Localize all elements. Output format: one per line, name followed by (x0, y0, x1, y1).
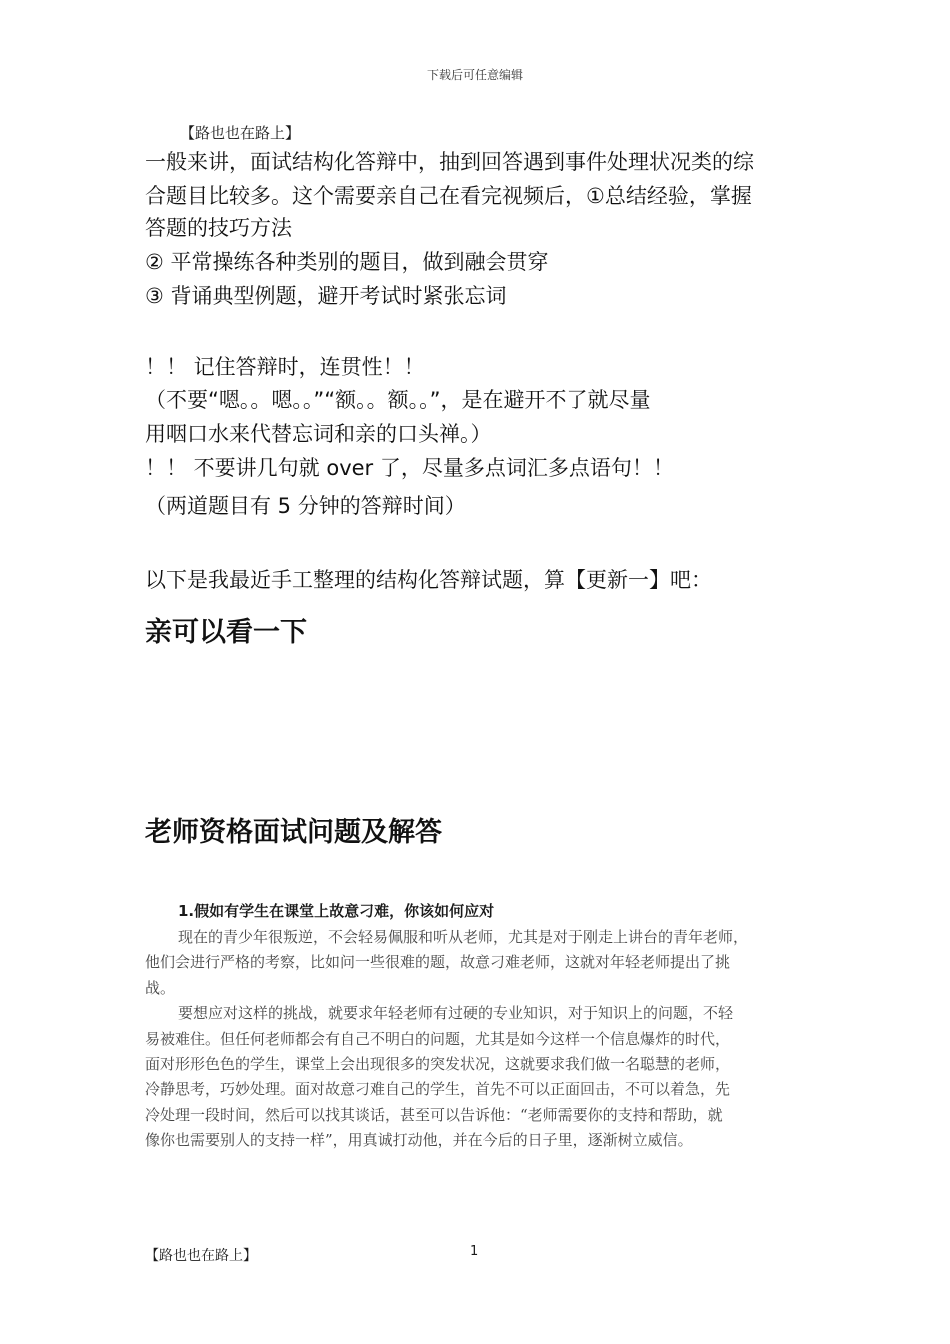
tip-line: ！！ 记住答辩时，连贯性！！ (145, 355, 425, 379)
answer-line: 面对形形色色的学生，课堂上会出现很多的突发状况，这就要求我们做一名聪慧的老师， (145, 1055, 731, 1073)
answer-line: 要想应对这样的挑战，就要求年轻老师有过硬的专业知识，对于知识上的问题，不轻 (178, 1004, 734, 1022)
answer-line: 现在的青少年很叛逆，不会轻易佩服和听从老师，尤其是对于刚走上讲台的青年老师， (178, 928, 749, 946)
question-title: 1.假如有学生在课堂上故意刁难，你该如何应对 (178, 902, 495, 920)
footer-tag: 【路也也在路上】 (145, 1248, 257, 1264)
section-title: 老师资格面试问题及解答 (145, 817, 442, 848)
tip-line: （两道题目有 5 分钟的答辩时间） (145, 494, 466, 518)
tip-line: 用咽口水来代替忘词和亲的口头禅。） (145, 422, 492, 446)
answer-line: 他们会进行严格的考察，比如问一些很难的题，故意刁难老师，这就对年轻老师提出了挑 (145, 953, 731, 971)
update-line: 以下是我最近手工整理的结构化答辩试题，算【更新一】吧： (145, 568, 712, 592)
tip-line: （不要“嗯。。嗯。。”“额。。额。。”，是在避开不了就尽量 (145, 388, 651, 412)
page-number: 1 (470, 1244, 479, 1259)
answer-line: 像你也需要别人的支持一样”，用真诚打动他，并在今后的日子里，逐渐树立威信。 (145, 1131, 693, 1149)
intro-line: ③ 背诵典型例题，避开考试时紧张忘词 (145, 284, 507, 308)
tip-line: ！！ 不要讲几句就 over 了，尽量多点词汇多点语句！！ (145, 456, 674, 480)
update-heading: 亲可以看一下 (145, 617, 307, 648)
author-tag: 【路也也在路上】 (180, 124, 301, 142)
intro-line: ② 平常操练各种类别的题目，做到融会贯穿 (145, 250, 549, 274)
answer-line: 易被难住。但任何老师都会有自己不明白的问题，尤其是如今这样一个信息爆炸的时代， (145, 1030, 731, 1048)
intro-line: 合题目比较多。这个需要亲自己在看完视频后，①总结经验，掌握 (145, 184, 752, 208)
answer-line: 冷静思考，巧妙处理。面对故意刁难自己的学生，首先不可以正面回击，不可以着急，先 (145, 1080, 731, 1098)
header-note: 下载后可任意编辑 (426, 68, 523, 82)
intro-line: 一般来讲，面试结构化答辩中，抽到回答遇到事件处理状况类的综 (145, 150, 754, 174)
answer-line: 战。 (145, 979, 176, 997)
intro-line: 答题的技巧方法 (145, 216, 292, 240)
answer-line: 冷处理一段时间，然后可以找其谈话，甚至可以告诉他：“老师需要你的支持和帮助，就 (145, 1106, 723, 1124)
